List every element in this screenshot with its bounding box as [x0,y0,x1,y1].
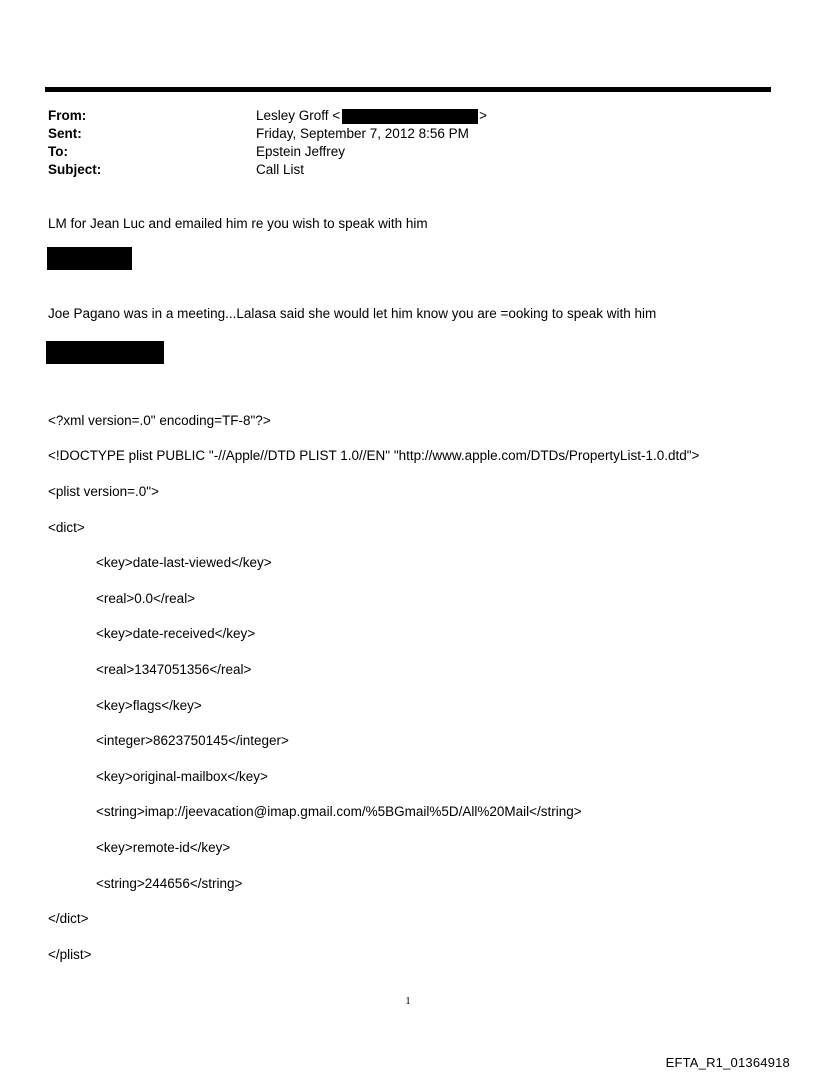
plist-block [48,394,699,981]
from-value [256,107,487,125]
body-line-1: LM for Jean Luc and emailed him re you wish to speak with him [48,216,428,231]
plist-line: </plist> [48,946,92,962]
plist-line: <key>flags</key> [96,697,202,713]
plist-line: <integer>8623750145</integer> [96,733,289,749]
plist-line: <?xml version=.0" encoding=TF-8"?> [48,412,271,428]
subject-value: Call List [256,162,305,177]
sent-row [48,125,487,143]
header-rule [45,87,771,92]
plist-line: <key>date-received</key> [96,626,256,642]
plist-line: <key>date-last-viewed</key> [96,555,272,571]
sent-value: Friday, September 7, 2012 8:56 PM [256,126,469,141]
subject-label: Subject: [48,162,102,177]
page-number: 1 [405,995,411,1007]
plist-line: <plist version=.0"> [48,483,159,499]
plist-line: <key>remote-id</key> [96,839,231,855]
from-name: Lesley Groff < [256,108,341,123]
plist-line: <key>original-mailbox</key> [96,768,268,784]
from-email-redaction [342,109,478,124]
plist-line: </dict> [48,911,89,927]
sent-label: Sent: [48,126,82,141]
from-label: From: [48,108,87,123]
plist-line: <string>244656</string> [96,875,243,891]
email-header [48,107,487,179]
redaction-block-2 [46,341,164,364]
from-close: > [479,108,488,123]
body-line-2: Joe Pagano was in a meeting...Lalasa said she would let him know you are =ooking to speak with him [48,306,657,321]
to-label: To: [48,144,68,159]
plist-line: <real>1347051356</real> [96,661,252,677]
subject-row [48,161,487,179]
to-row [48,143,487,161]
plist-line: <!DOCTYPE plist PUBLIC "-//Apple//DTD PLIST 1.0//EN" "http://www.apple.com/DTDs/PropertyList-1.0.dtd"> [48,448,700,464]
plist-line: <real>0.0</real> [96,590,196,606]
plist-line: <dict> [48,519,85,535]
redaction-block-1 [47,247,132,270]
to-value: Epstein Jeffrey [256,144,346,159]
from-row [48,107,487,125]
bates-number: EFTA_R1_01364918 [665,1055,790,1070]
plist-line: <string>imap://jeevacation@imap.gmail.com/%5BGmail%5D/All%20Mail</string> [96,804,582,820]
